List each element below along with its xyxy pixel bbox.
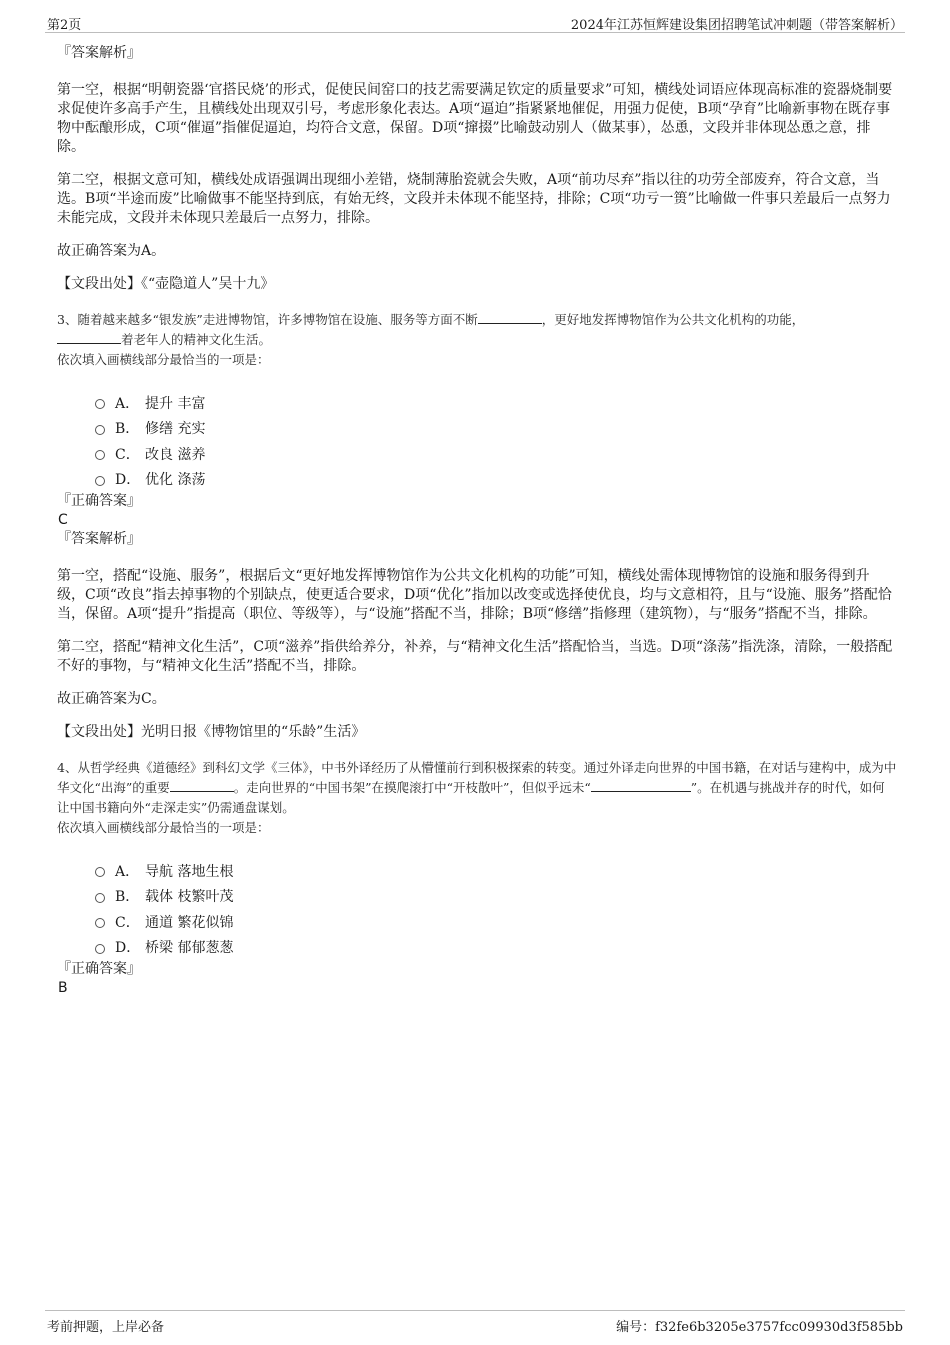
answer-conclusion: 故正确答案为A。	[57, 243, 166, 259]
document-code: 编号：f32fe6b3205e3757fcc09930d3f585bb	[616, 1320, 903, 1335]
analysis-heading: 『答案解析』	[57, 45, 141, 61]
radio-icon[interactable]	[95, 944, 105, 954]
fill-blank	[478, 310, 542, 324]
option-b[interactable]: B． 载体 枝繁叶茂	[95, 884, 897, 910]
radio-icon[interactable]	[95, 867, 105, 877]
option-d[interactable]: D． 桥梁 郁郁葱葱	[95, 935, 897, 961]
question-3	[57, 310, 897, 742]
footer-slogan: 考前押题，上岸必备	[47, 1320, 165, 1335]
option-c[interactable]: C． 通道 繁花似锦	[95, 909, 897, 935]
analysis-paragraph: 第二空，根据文意可知，横线处成语强调出现细小差错，烧制薄胎瓷就会失败，A项“前功尽弃”指以往的功劳全部废弃，符合文意，当选。B项“半途而废”比喻做事不能坚持到底，有始无终，文段并未体现不能坚持，排除；C项“功亏一篑”比喻做一件事只差最后一点努力未能完成，文段并未体现只差最后一点努力，排除。	[57, 172, 891, 226]
option-d[interactable]: D． 优化 涤荡	[95, 467, 897, 493]
option-a[interactable]: A． 导航 落地生根	[95, 858, 897, 884]
radio-icon[interactable]	[95, 893, 105, 903]
source-citation: 【文段出处】光明日报《博物馆里的“乐龄”生活》	[57, 724, 366, 740]
radio-icon[interactable]	[95, 450, 105, 460]
fill-blank	[170, 778, 234, 792]
analysis-paragraph: 第一空，根据“明朝瓷器‘官搭民烧’的形式，促使民间窑口的技艺需要满足钦定的质量要求”可知，横线处词语应体现高标准的瓷器烧制要求促使许多高手产生，且横线处出现双引号，考虑形象化表达。A项“逼迫”指紧紧地催促，用强力促使，B项“孕育”比喻新事物在既存事物中酝酿形成，C项“催逼”指催促逼迫，均符合文意，保留。D项“撺掇”比喻鼓动别人（做某事），怂恿，文段并非体现怂恿之意，排除。	[57, 82, 893, 155]
analysis-paragraph: 第二空，搭配“精神文化生活”，C项“滋养”指供给养分，补养，与“精神文化生活”搭配恰当，当选。D项“涤荡”指洗涤，清除，一般搭配不好的事物，与“精神文化生活”搭配不当，排除。	[57, 639, 893, 674]
question-stem: 3、随着越来越多“银发族”走进博物馆，许多博物馆在设施、服务等方面不断 ，更好地发挥博物馆作为公共文化机构的功能， 着老年人的精神文化生活。	[57, 312, 805, 347]
page-footer	[45, 1310, 905, 1337]
option-c[interactable]: C． 改良 滋养	[95, 441, 897, 467]
answer-conclusion: 故正确答案为C。	[57, 691, 166, 707]
question-stem: 4、从哲学经典《道德经》到科幻文学《三体》，中书外译经历了从懵懂前行到积极探索的转变。通过外译走向世界的中国书籍，在对话与建构中，成为中华文化“出海”的重要 。走向世界的“中国书架”在摸爬滚打中“开枝散叶”，但似乎远未“ ”。在机遇与挑战并存的时代，如何让中国书籍向外“走深走实”仍需通盘谋划。	[57, 760, 897, 815]
question-4	[57, 758, 897, 998]
page-header	[45, 10, 905, 33]
page-number: 第2页	[47, 18, 82, 33]
radio-icon[interactable]	[95, 476, 105, 486]
question-instruction: 依次填入画横线部分最恰当的一项是：	[57, 820, 270, 835]
correct-answer: B	[58, 980, 68, 996]
answer-options	[95, 858, 897, 960]
option-b[interactable]: B． 修缮 充实	[95, 416, 897, 442]
analysis-paragraph: 第一空，搭配“设施、服务”，根据后文“更好地发挥博物馆作为公共文化机构的功能”可知，横线处需体现博物馆的设施和服务得到升级，C项“改良”指去掉事物的个别缺点，使更适合要求，D项“优化”指加以改变或选择使优良，均与文意相符，且与“设施、服务”搭配恰当，保留。A项“提升”指提高（职位、等级等），与“设施”搭配不当，排除；B项“修缮”指修理（建筑物），与“服务”搭配不当，排除。	[57, 568, 892, 622]
question-instruction: 依次填入画横线部分最恰当的一项是：	[57, 352, 270, 367]
question-2-analysis	[57, 44, 897, 294]
correct-answer-heading: 『正确答案』	[57, 961, 141, 977]
radio-icon[interactable]	[95, 918, 105, 928]
page-content	[57, 44, 897, 998]
fill-blank	[591, 778, 691, 792]
radio-icon[interactable]	[95, 399, 105, 409]
fill-blank	[57, 330, 121, 344]
correct-answer: C	[58, 512, 68, 528]
answer-options	[95, 390, 897, 492]
document-title: 2024年江苏恒辉建设集团招聘笔试冲刺题（带答案解析）	[570, 18, 903, 33]
correct-answer-heading: 『正确答案』	[57, 493, 141, 509]
radio-icon[interactable]	[95, 425, 105, 435]
analysis-heading: 『答案解析』	[57, 531, 141, 547]
option-a[interactable]: A． 提升 丰富	[95, 390, 897, 416]
source-citation: 【文段出处】《“壶隐道人”吴十九》	[57, 276, 275, 292]
